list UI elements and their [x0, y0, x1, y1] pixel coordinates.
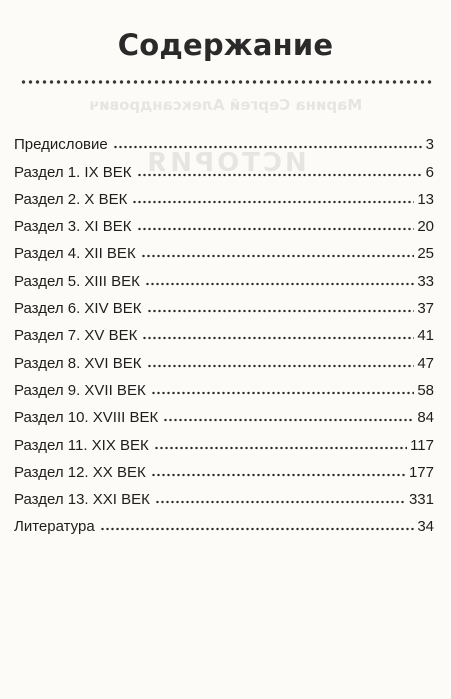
toc-entry-page-number: 37: [417, 300, 434, 318]
toc-entry-page-number: 20: [417, 218, 434, 236]
toc-entry-section-6[interactable]: [14, 290, 434, 317]
toc-entry-label: Предисловие: [14, 136, 108, 154]
toc-entry-label: Раздел 5. XIII ВЕК: [14, 272, 140, 290]
toc-entry-label: Раздел 13. XXI ВЕК: [14, 491, 150, 509]
toc-dot-leader: [163, 418, 414, 422]
toc-entry-section-13[interactable]: [14, 481, 434, 508]
showthrough-author: Марина Сергей Александрович: [88, 96, 363, 114]
toc-entry-page-number: 13: [417, 190, 434, 208]
toc-entry-label: Раздел 10. XVIII ВЕК: [14, 409, 159, 427]
toc-dot-leader: [154, 446, 407, 450]
toc-entry-label: Раздел 2. X ВЕК: [14, 190, 128, 208]
toc-entry-label: Раздел 1. IX ВЕК: [14, 163, 132, 181]
toc-entry-page-number: 34: [417, 518, 434, 536]
toc-entry-page-number: 6: [425, 163, 434, 181]
toc-entry-section-11[interactable]: [14, 426, 434, 453]
toc-dot-leader: [151, 473, 406, 477]
toc-dot-leader: [113, 145, 423, 149]
toc-entry-preface[interactable]: [14, 126, 434, 153]
showthrough-title: ИСТОРИЯ: [144, 148, 307, 178]
toc-entry-page-number: 58: [417, 381, 434, 399]
toc-entry-label: Раздел 8. XVI ВЕК: [14, 354, 142, 372]
toc-entry-label: Раздел 12. XX ВЕК: [14, 463, 146, 481]
toc-dot-leader: [142, 336, 414, 340]
toc-entry-page-number: 3: [425, 136, 434, 154]
toc-entry-section-2[interactable]: [14, 181, 434, 208]
toc-entry-section-10[interactable]: [14, 399, 434, 426]
toc-entry-page-number: 47: [417, 354, 434, 372]
toc-dot-leader: [145, 282, 414, 286]
toc-dot-leader: [132, 200, 414, 204]
toc-entry-page-number: 41: [417, 327, 434, 345]
toc-dot-leader: [100, 527, 415, 531]
toc-entry-section-3[interactable]: [14, 208, 434, 235]
toc-entry-literature[interactable]: [14, 508, 434, 535]
toc-dot-leader: [137, 227, 415, 231]
toc-entry-section-9[interactable]: [14, 372, 434, 399]
toc-dot-leader: [141, 254, 415, 258]
toc-entry-page-number: 33: [417, 272, 434, 290]
toc-entry-page-number: 331: [408, 491, 434, 509]
toc-entry-label: Раздел 7. XV ВЕК: [14, 327, 138, 345]
toc-dot-leader: [155, 500, 406, 504]
toc-dot-leader: [137, 173, 423, 177]
toc-entry-section-12[interactable]: [14, 454, 434, 481]
toc-entry-label: Раздел 11. XIX ВЕК: [14, 436, 149, 454]
table-of-contents: [14, 126, 434, 535]
toc-entry-page-number: 25: [417, 245, 434, 263]
toc-entry-section-8[interactable]: [14, 344, 434, 371]
toc-entry-section-5[interactable]: [14, 262, 434, 289]
toc-entry-page-number: 117: [410, 436, 434, 454]
toc-entry-section-1[interactable]: [14, 153, 434, 180]
toc-entry-label: Раздел 4. XII ВЕК: [14, 245, 136, 263]
toc-entry-label: Раздел 6. XIV ВЕК: [14, 300, 142, 318]
toc-entry-page-number: 84: [417, 409, 434, 427]
toc-entry-label: Раздел 3. XI ВЕК: [14, 218, 132, 236]
toc-dot-leader: [147, 309, 415, 313]
toc-dot-leader: [151, 391, 415, 395]
toc-entry-page-number: 177: [408, 463, 434, 481]
toc-entry-section-7[interactable]: [14, 317, 434, 344]
page-title: Содержание: [117, 28, 334, 62]
toc-entry-section-4[interactable]: [14, 235, 434, 262]
toc-dot-leader: [147, 364, 415, 368]
toc-entry-label: Литература: [14, 518, 95, 536]
title-dotted-rule: [20, 79, 432, 85]
toc-entry-label: Раздел 9. XVII ВЕК: [14, 381, 146, 399]
